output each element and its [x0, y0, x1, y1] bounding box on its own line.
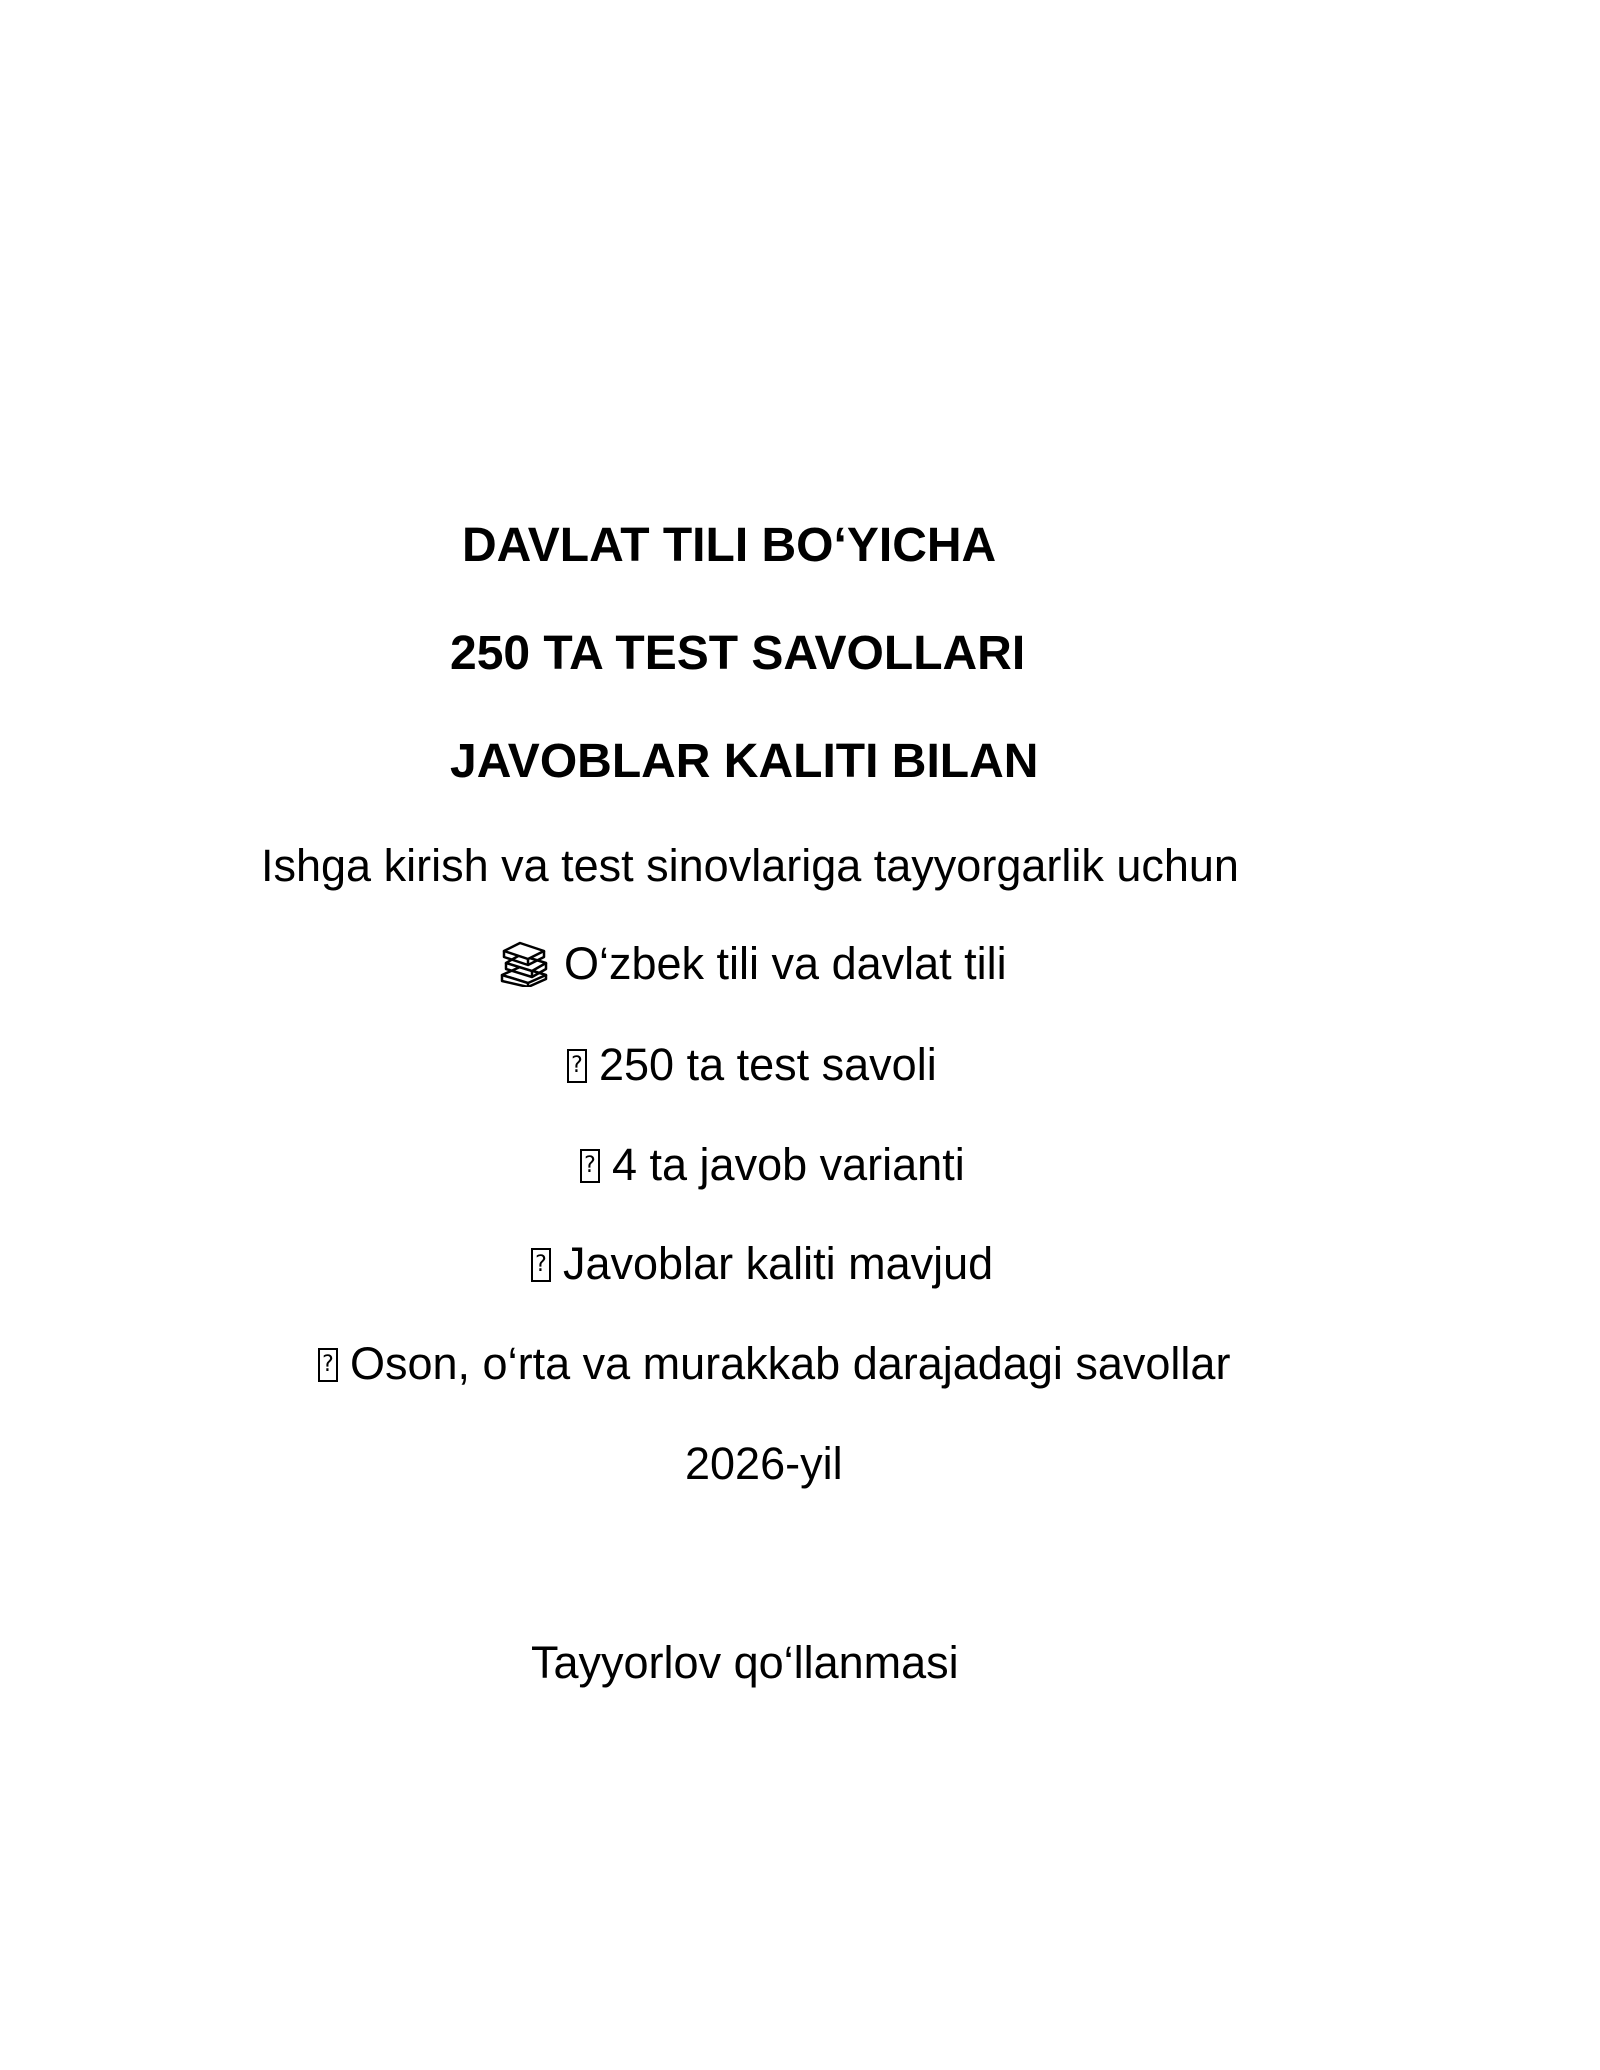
missing-glyph-icon	[567, 1049, 587, 1083]
feature-item	[531, 1238, 994, 1289]
feature-item	[580, 1139, 965, 1190]
footer-text: Tayyorlov qo‘llanmasi	[531, 1637, 959, 1688]
feature-text: Oson, o‘rta va murakkab darajadagi savollar	[350, 1338, 1231, 1389]
feature-item	[498, 938, 1007, 989]
feature-text: 4 ta javob varianti	[612, 1139, 965, 1190]
year: 2026-yil	[685, 1438, 843, 1489]
missing-glyph-icon	[531, 1248, 551, 1282]
feature-item	[567, 1039, 937, 1090]
subtitle: Ishga kirish va test sinovlariga tayyorgarlik uchun	[261, 840, 1239, 891]
title-line-2: 250 TA TEST SAVOLLARI	[450, 627, 1026, 680]
feature-item	[318, 1338, 1231, 1389]
feature-text: Javoblar kaliti mavjud	[563, 1238, 994, 1289]
feature-text: O‘zbek tili va davlat tili	[564, 938, 1007, 989]
title-line-3: JAVOBLAR KALITI BILAN	[450, 735, 1039, 788]
feature-text: 250 ta test savoli	[599, 1039, 937, 1090]
title-line-1: DAVLAT TILI BO‘YICHA	[462, 519, 997, 572]
missing-glyph-icon	[318, 1348, 338, 1382]
books-icon	[498, 941, 550, 987]
missing-glyph-icon	[580, 1149, 600, 1183]
